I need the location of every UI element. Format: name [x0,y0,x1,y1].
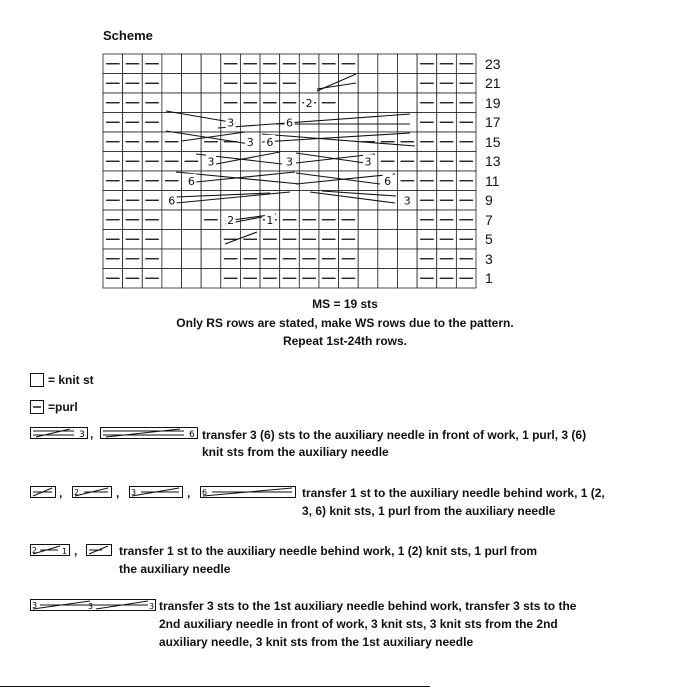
cell-label: 2 [305,96,313,110]
cable-3-back-icon [129,486,183,498]
cable-6-back-icon [200,486,296,498]
chart-cell [397,249,417,269]
chart-cell [221,171,241,191]
legend-cable2-line2: 3, 6) knit sts, 1 purl from the auxiliary needle [302,504,556,518]
legend-cable4-line1: transfer 3 sts to the 1st auxiliary needle behind work, transfer 3 sts to the [159,599,577,613]
row-number: 19 [485,94,501,111]
row-number: 11 [485,172,500,189]
chart-cell [201,74,221,94]
chart-cell [201,230,221,250]
sym-3d-label: 3 [32,601,38,610]
chart-cell [378,54,398,74]
cell-label: 3 [286,155,293,169]
knit-symbol-icon [30,373,44,387]
chart-cell [378,93,398,113]
cable-2-back-icon [72,486,112,498]
cell-label: 3 [364,155,372,169]
chart-cell [299,74,319,94]
chart-cell [162,249,182,269]
chart-cell [397,54,417,74]
chart-cell [182,210,202,230]
legend-cable1-line1: transfer 3 (6) sts to the auxiliary needle in front of work, 1 purl, 3 (6) [202,428,587,442]
chart-cell [182,74,202,94]
chart-cell [339,113,359,133]
chart-cell [319,152,339,172]
cell-label: 6 [168,194,176,208]
cell-label: 3 [403,194,411,208]
legend-sep-1: , [90,427,94,441]
chart-cell [397,230,417,250]
chart-cell [201,93,221,113]
legend-cable1-line2: knit sts from the auxiliary needle [202,445,389,459]
legend-sep-4: , [187,486,191,500]
row-number: 5 [485,231,493,248]
sym-3-label: 3 [79,430,85,439]
chart-cell [182,269,202,289]
row-number: 23 [485,55,501,72]
chart-cell [221,191,241,211]
sym-2-label: 2 [74,488,80,497]
chart-cell [162,113,182,133]
chart-cell [378,191,398,211]
legend-sep-3: , [116,486,120,500]
cable-2-knit-purl-icon [30,544,70,556]
legend-cable2-line1: transfer 1 st to the auxiliary needle behind work, 1 (2, [302,486,605,500]
chart-cell [162,210,182,230]
chart-cell [162,230,182,250]
legend-cable4-line2: 2nd auxiliary needle in front of work, 3 knit sts, 3 knit sts from the 2nd [159,617,558,631]
cell-label: 6 [266,135,274,149]
legend-cable3-line2: the auxiliary needle [119,562,231,576]
cable-3-3-3-icon [30,599,156,611]
chart-cell [378,74,398,94]
chart-cell [397,269,417,289]
sym-6b-label: 6 [202,488,208,497]
cell-label: 6 [187,174,195,188]
chart-cell [162,54,182,74]
chart-cell [240,171,260,191]
cable-1-knit-purl-icon [86,544,112,556]
chart-cell [358,74,378,94]
sym-3e-label: 3 [88,602,94,611]
sym-3b-label: 3 [131,488,137,497]
chart-cell [358,113,378,133]
row-number: 21 [485,75,501,92]
bottom-divider [0,686,430,687]
chart-cell [358,93,378,113]
chart-cell [280,171,300,191]
legend-cable3-line1: transfer 1 st to the auxiliary needle behind work, 1 (2) knit sts, 1 purl from [119,544,538,558]
chart-cell [358,171,378,191]
chart-cell [182,249,202,269]
chart-cell [397,93,417,113]
legend-knit-label: = knit st [48,373,94,387]
chart-cell [339,93,359,113]
sym-2c-label: 2 [32,546,38,555]
chart-cell [182,93,202,113]
row-number: 7 [485,211,493,228]
chart-cell [201,54,221,74]
legend-sep-2: , [59,486,63,500]
legend-purl-label: =purl [48,400,78,414]
chart-cell [378,249,398,269]
chart-cell [162,93,182,113]
cell-label: 6 [286,116,293,130]
purl-symbol-icon [30,400,44,414]
cable-6-front-icon [100,427,198,439]
chart-cell [358,230,378,250]
chart-cell [397,74,417,94]
chart-cell [201,249,221,269]
chart-cell [299,132,319,152]
sym-1-label: 1 [62,547,68,556]
chart-cell [319,113,339,133]
chart-cell [182,191,202,211]
chart-cell [182,54,202,74]
repeat-note: Repeat 1st-24th rows. [282,334,408,348]
chart-cell [397,113,417,133]
row-number: 15 [485,133,501,150]
chart-cell [280,191,300,211]
cell-label: 6 [384,174,392,188]
chart-cell [280,132,300,152]
chart-cell [201,113,221,133]
chart-cell [162,74,182,94]
chart-cell [358,249,378,269]
legend-cable4-line3: auxiliary needle, 3 knit sts from the 1st auxiliary needle [159,635,474,649]
chart-cell [201,269,221,289]
cell-label: 1 [266,213,274,227]
row-number: 17 [485,114,501,131]
chart-cell [358,210,378,230]
sym-3f-label: 3 [149,602,155,611]
chart-cell [378,230,398,250]
cable-3-front-icon [30,427,88,439]
row-number: 1 [485,270,493,287]
cell-label: 2 [227,213,235,227]
chart-cell [358,54,378,74]
chart-cell [299,191,319,211]
chart-cell [260,113,280,133]
cell-label: 3 [227,116,235,130]
chart-title: Scheme [103,28,153,43]
cell-label: 3 [207,155,215,169]
chart-cell [182,230,202,250]
legend-sep-5: , [74,544,78,558]
chart-cell [397,210,417,230]
chart-cell [358,269,378,289]
cell-label: 3 [246,135,254,149]
row-number: 9 [485,192,493,209]
knitting-chart [0,0,690,300]
cable-1-back-icon [30,486,56,498]
ws-note: Only RS rows are stated, make WS rows due to the pattern. [176,316,514,330]
row-number: 13 [485,153,501,170]
row-number: 3 [485,250,493,267]
stitch-count: MS = 19 sts [312,297,378,311]
sym-6-label: 6 [189,430,195,439]
chart-cell [378,269,398,289]
chart-cell [240,113,260,133]
chart-cell [378,210,398,230]
chart-cell [319,132,339,152]
chart-cell [162,269,182,289]
